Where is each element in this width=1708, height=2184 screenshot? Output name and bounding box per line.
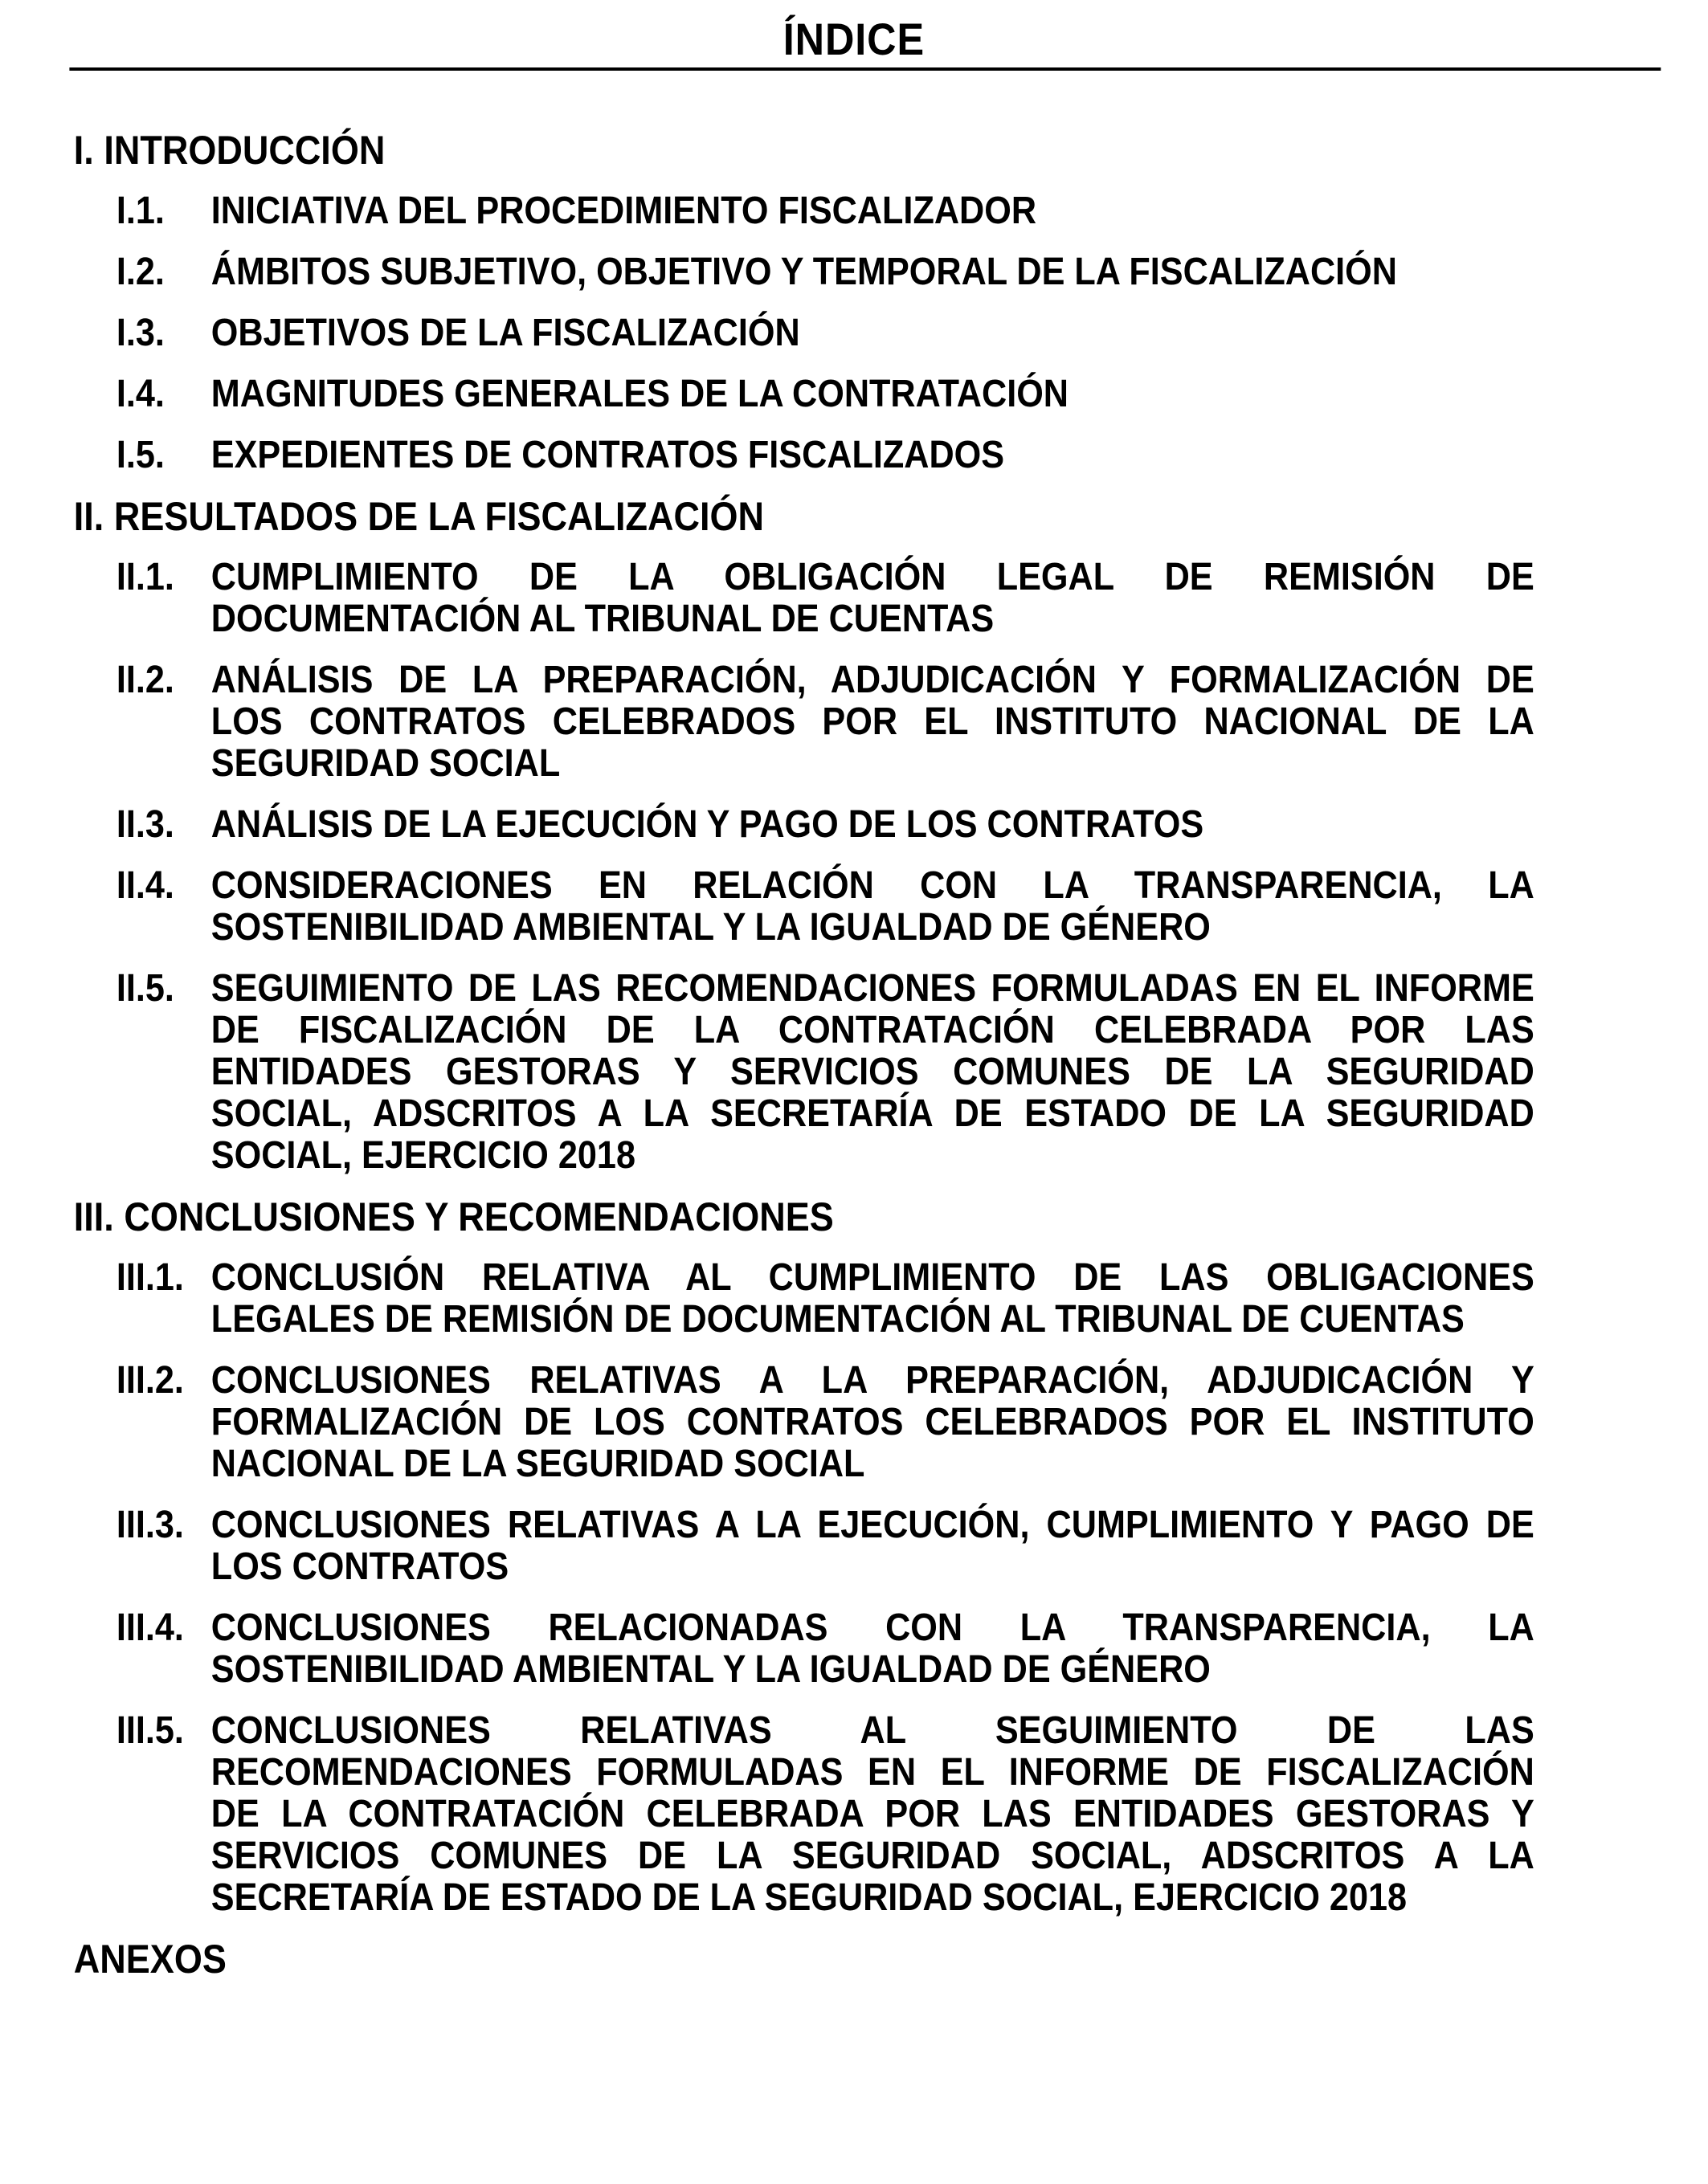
toc-section-title: CONCLUSIONES Y RECOMENDACIONES — [124, 1194, 834, 1239]
toc-entry-line: NACIONAL DE LA SEGURIDAD SOCIAL — [210, 1443, 865, 1485]
toc-entry-line: ANÁLISIS DE LA PREPARACIÓN, ADJUDICACIÓN Y FORMALIZACIÓN DE — [210, 659, 1534, 701]
toc-entry-line: SEGUIMIENTO DE LAS RECOMENDACIONES FORMULADAS EN EL INFORME — [210, 967, 1534, 1010]
toc-entry — [116, 374, 1534, 415]
toc-entry-number: III.3. — [116, 1504, 184, 1546]
toc-section-title: ANEXOS — [73, 1937, 227, 1982]
toc-entry-line: CONCLUSIONES RELATIVAS A LA EJECUCIÓN, CUMPLIMIENTO Y PAGO DE — [210, 1504, 1534, 1546]
toc-entry-line: SECRETARÍA DE ESTADO DE LA SEGURIDAD SOCIAL, EJERCICIO 2018 — [210, 1876, 1408, 1919]
toc-section-number: III. — [73, 1194, 114, 1239]
toc-section-heading — [74, 129, 1708, 171]
toc-section-heading — [74, 1938, 1708, 1980]
toc-entry-line: SOCIAL, ADSCRITOS A LA SECRETARÍA DE ESTADO DE LA SEGURIDAD — [210, 1092, 1534, 1135]
toc-entry — [116, 1710, 1534, 1919]
toc-entry-number: II.4. — [116, 864, 174, 907]
toc-entry-number: II.3. — [116, 803, 174, 846]
toc-entry — [116, 865, 1534, 949]
toc-entry — [116, 251, 1534, 293]
toc-entry — [116, 1360, 1534, 1485]
toc-entry-number: II.1. — [116, 556, 174, 598]
toc-section-number: II. — [73, 494, 104, 539]
toc-entry-number: III.4. — [116, 1606, 184, 1649]
toc-entry-number: I.2. — [116, 251, 165, 293]
toc-section-number: I. — [73, 128, 94, 173]
toc-entry-line: SEGURIDAD SOCIAL — [210, 742, 561, 785]
toc-entry — [116, 557, 1534, 640]
toc-entry-line: OBJETIVOS DE LA FISCALIZACIÓN — [210, 312, 800, 354]
table-of-contents — [0, 129, 1708, 1980]
toc-entry — [116, 968, 1534, 1177]
toc-entry-line: SOCIAL, EJERCICIO 2018 — [210, 1134, 635, 1177]
toc-entry-number: III.1. — [116, 1256, 184, 1299]
toc-entry — [116, 1504, 1534, 1588]
toc-entry-line: INICIATIVA DEL PROCEDIMIENTO FISCALIZADOR — [210, 190, 1037, 232]
toc-entry-line: CONCLUSIONES RELATIVAS AL SEGUIMIENTO DE LAS — [210, 1709, 1534, 1752]
toc-entry-line: SERVICIOS COMUNES DE LA SEGURIDAD SOCIAL, ADSCRITOS A LA — [210, 1835, 1534, 1877]
toc-entry-line: RECOMENDACIONES FORMULADAS EN EL INFORME DE FISCALIZACIÓN — [210, 1751, 1534, 1794]
toc-entry — [116, 190, 1534, 232]
toc-entry-line: DE LA CONTRATACIÓN CELEBRADA POR LAS ENTIDADES GESTORAS Y — [210, 1793, 1534, 1835]
toc-entry-number: II.2. — [116, 659, 174, 701]
toc-entry-line: DOCUMENTACIÓN AL TRIBUNAL DE CUENTAS — [210, 598, 995, 640]
toc-entry — [116, 1257, 1534, 1341]
toc-entry-line: CONCLUSIONES RELACIONADAS CON LA TRANSPARENCIA, LA — [210, 1606, 1534, 1649]
toc-entry-line: ÁMBITOS SUBJETIVO, OBJETIVO Y TEMPORAL DE LA FISCALIZACIÓN — [210, 251, 1397, 293]
toc-entry-line: DE FISCALIZACIÓN DE LA CONTRATACIÓN CELEBRADA POR LAS — [210, 1009, 1534, 1051]
toc-entry-number: I.4. — [116, 373, 165, 415]
toc-entry-number: III.5. — [116, 1709, 184, 1752]
toc-entry-line: SOSTENIBILIDAD AMBIENTAL Y LA IGUALDAD DE GÉNERO — [210, 906, 1211, 949]
toc-entry-line: FORMALIZACIÓN DE LOS CONTRATOS CELEBRADOS POR EL INSTITUTO — [210, 1401, 1534, 1443]
toc-entry-line: CUMPLIMIENTO DE LA OBLIGACIÓN LEGAL DE REMISIÓN DE — [210, 556, 1534, 598]
toc-entry-line: MAGNITUDES GENERALES DE LA CONTRATACIÓN — [210, 373, 1069, 415]
title-underline-rule — [69, 67, 1661, 71]
toc-entry — [116, 312, 1534, 354]
toc-entry-number: II.5. — [116, 967, 174, 1010]
toc-section-title: RESULTADOS DE LA FISCALIZACIÓN — [113, 494, 764, 539]
toc-entry-line: EXPEDIENTES DE CONTRATOS FISCALIZADOS — [210, 434, 1005, 476]
toc-section-heading — [74, 496, 1708, 537]
toc-entry — [116, 659, 1534, 785]
toc-entry-line: ENTIDADES GESTORAS Y SERVICIOS COMUNES DE LA SEGURIDAD — [210, 1051, 1534, 1093]
toc-entry-line: ANÁLISIS DE LA EJECUCIÓN Y PAGO DE LOS CONTRATOS — [210, 803, 1204, 846]
toc-entry-line: SOSTENIBILIDAD AMBIENTAL Y LA IGUALDAD DE GÉNERO — [210, 1648, 1211, 1691]
toc-section-title: INTRODUCCIÓN — [104, 128, 386, 173]
toc-entry-number: III.2. — [116, 1359, 184, 1402]
toc-entry-line: CONCLUSIÓN RELATIVA AL CUMPLIMIENTO DE LAS OBLIGACIONES — [210, 1256, 1534, 1299]
toc-entry — [116, 435, 1534, 476]
toc-section-heading — [74, 1196, 1708, 1238]
toc-entry-number: I.3. — [116, 312, 165, 354]
toc-entry-line: LEGALES DE REMISIÓN DE DOCUMENTACIÓN AL TRIBUNAL DE CUENTAS — [210, 1298, 1465, 1341]
toc-entry-line: CONSIDERACIONES EN RELACIÓN CON LA TRANSPARENCIA, LA — [210, 864, 1534, 907]
toc-entry-number: I.1. — [116, 190, 165, 232]
toc-entry — [116, 1607, 1534, 1691]
toc-entry — [116, 804, 1534, 846]
page-title: ÍNDICE — [782, 14, 926, 64]
toc-entry-line: LOS CONTRATOS — [210, 1545, 509, 1588]
toc-entry-line: LOS CONTRATOS CELEBRADOS POR EL INSTITUTO NACIONAL DE LA — [210, 700, 1534, 743]
toc-entry-number: I.5. — [116, 434, 165, 476]
toc-entry-line: CONCLUSIONES RELATIVAS A LA PREPARACIÓN, ADJUDICACIÓN Y — [210, 1359, 1534, 1402]
